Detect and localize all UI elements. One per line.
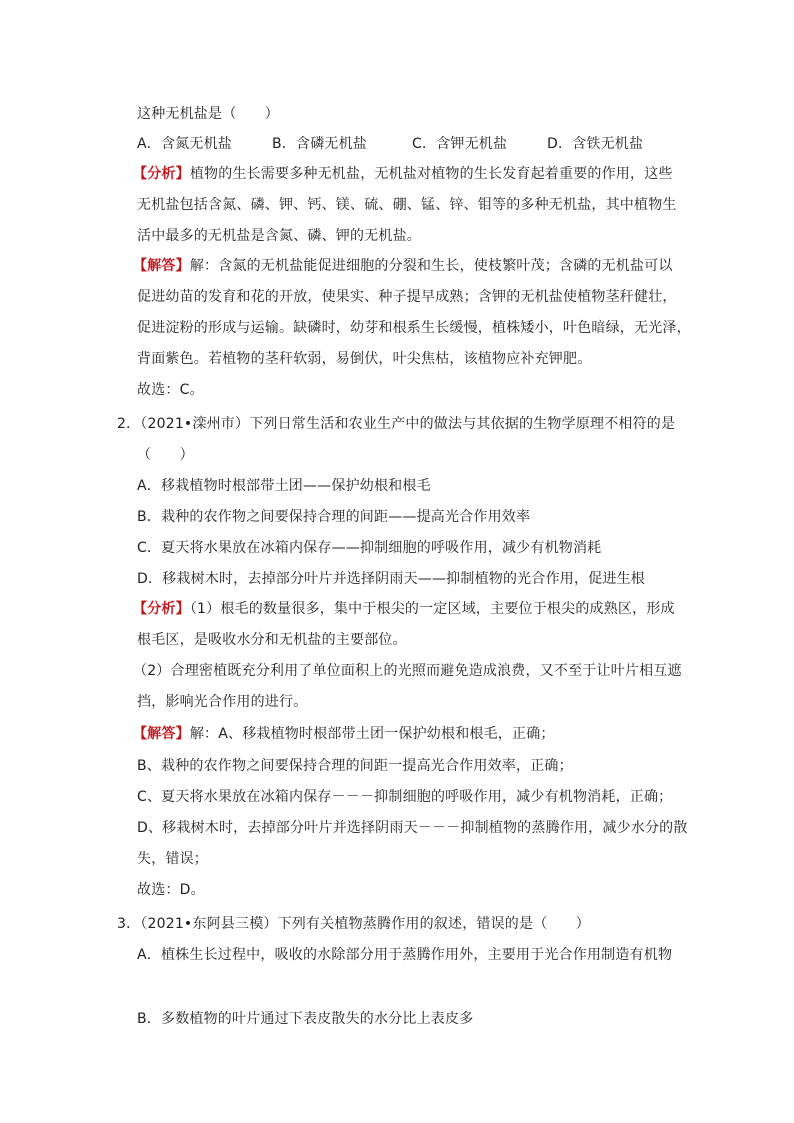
q3-option-b: B．多数植物的叶片通过下表皮散失的水分比上表皮多	[137, 1011, 474, 1027]
q2-stem-line-1: 2．（2021•滦州市）下列日常生活和农业生产中的做法与其依据的生物学原理不相符的是	[117, 416, 676, 432]
q2-answer-line-3: C、夏天将水果放在冰箱内保存－－－抑制细胞的呼吸作用，减少有机物消耗，正确；	[137, 789, 673, 805]
q2-analysis-line-2: 根毛区，是吸收水分和无机盐的主要部位。	[137, 632, 407, 648]
q2-option-a: A．移栽植物时根部带土团——保护幼根和根毛	[137, 478, 431, 494]
q1-analysis-tag: 【分析】	[133, 166, 190, 182]
q1-option-d: D．含铁无机盐	[547, 136, 644, 152]
q2-analysis-line-4: 挡，影响光合作用的进行。	[137, 694, 308, 710]
q2-choice: 故选：D。	[137, 882, 205, 898]
q1-option-c: C．含钾无机盐	[412, 136, 508, 152]
q1-option-a: A．含氮无机盐	[137, 136, 232, 152]
q2-option-c: C．夏天将水果放在冰箱内保存——抑制细胞的呼吸作用，减少有机物消耗	[137, 540, 602, 556]
q1-analysis-line-2: 无机盐包括含氮、磷、钾、钙、镁、硫、硼、锰、锌、钼等的多种无机盐，其中植物生	[137, 197, 677, 213]
q1-answer-line-4: 背面紫色。若植物的茎秆软弱，易倒伏，叶尖焦枯，该植物应补充钾肥。	[137, 351, 592, 367]
q3-stem: 3．（2021•东阿县三模）下列有关植物蒸腾作用的叙述，错误的是（ ）	[117, 916, 590, 932]
q1-option-b: B．含磷无机盐	[272, 136, 368, 152]
q2-answer-line-1: 【解答】解：A、移栽植物时根部带土团一保护幼根和根毛，正确；	[133, 726, 555, 742]
q2-option-b: B．栽种的农作物之间要保持合理的间距——提高光合作用效率	[137, 509, 531, 525]
q1-analysis-line-1: 【分析】植物的生长需要多种无机盐，无机盐对植物的生长发育起着重要的作用，这些	[133, 166, 673, 182]
q1-choice: 故选：C。	[137, 382, 204, 398]
q2-answer-line-4: D、移栽树木时，去掉部分叶片并选择阴雨天－－－抑制植物的蒸腾作用，减少水分的散	[137, 820, 688, 836]
q1-answer-line-3: 促进淀粉的形成与运输。缺磷时，幼芽和根系生长缓慢，植株矮小，叶色暗绿，无光泽，	[137, 320, 691, 336]
q2-stem-line-2: （ ）	[137, 447, 194, 463]
q1-analysis-line-3: 活中最多的无机盐是含氮、磷、钾的无机盐。	[137, 228, 421, 244]
q1-answer-tag: 【解答】	[133, 258, 190, 274]
q2-answer-line-2: B、栽种的农作物之间要保持合理的间距一提高光合作用效率，正确；	[137, 758, 573, 774]
q1-answer-line-1: 【解答】解：含氮的无机盐能促进细胞的分裂和生长，使枝繁叶茂；含磷的无机盐可以	[133, 258, 673, 274]
q2-answer-tag: 【解答】	[133, 726, 190, 742]
q2-analysis-line-3: （2）合理密植既充分利用了单位面积上的光照而避免造成浪费，又不至于让叶片相互遮	[133, 663, 682, 679]
q2-option-d: D．移栽树木时，去掉部分叶片并选择阴雨天——抑制植物的光合作用，促进生根	[137, 571, 645, 587]
q3-option-a: A．植株生长过程中，吸收的水除部分用于蒸腾作用外，主要用于光合作用制造有机物	[137, 947, 673, 963]
q1-stem-tail: 这种无机盐是（ ）	[137, 106, 279, 122]
q2-analysis-tag: 【分析】	[133, 601, 190, 617]
q2-analysis-line-1: 【分析】（1）根毛的数量很多，集中于根尖的一定区域，主要位于根尖的成熟区，形成	[133, 601, 675, 617]
q2-answer-line-5: 失，错误；	[137, 851, 208, 867]
q1-answer-line-2: 促进幼苗的发育和花的开放，使果实、种子提早成熟；含钾的无机盐使植物茎秆健壮，	[137, 289, 677, 305]
